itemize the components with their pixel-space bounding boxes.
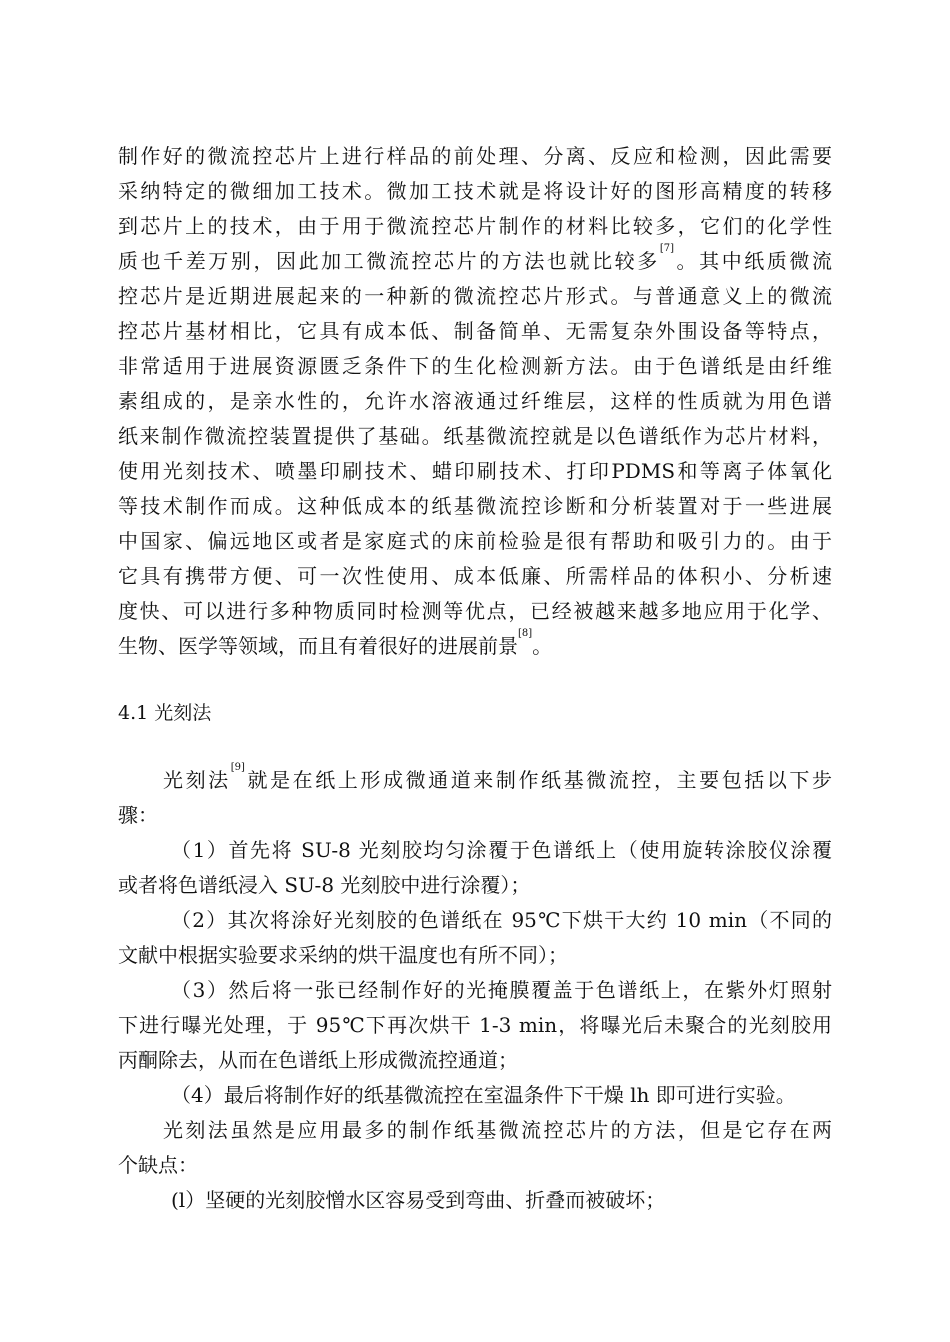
text-run: 生物、医学等领域，而且有着很好的进展前景 [118,634,518,658]
section-heading: 4.1 光刻法 [118,702,212,724]
step-line: （1）首先将 SU-8 光刻胶均匀涂覆于色谱纸上（使用旋转涂胶仪涂覆 [171,838,832,862]
step-line: 文献中根据实验要求采纳的烘干温度也有所不同）； [118,943,568,967]
step-line: 丙酮除去，从而在色谱纸上形成微流控通道； [118,1048,518,1072]
text-run: 光刻法 [163,768,231,792]
citation-ref: [9] [230,762,245,773]
paragraph-line: 光刻法虽然是应用最多的制作纸基微流控芯片的方法，但是它存在两 [163,1118,832,1142]
paragraph-line: 使用光刻技术、喷墨印刷技术、蜡印刷技术、打印PDMS和等离子体氧化 [118,459,832,483]
paragraph-line: 骤： [118,803,158,827]
paragraph-line [118,243,833,276]
step-line: （2）其次将涂好光刻胶的色谱纸在 95℃下烘干大约 10 min（不同的 [171,908,832,932]
step-line: 或者将色谱纸浸入 SU-8 光刻胶中进行涂覆）； [118,873,531,897]
paragraph-line: 控芯片是近期进展起来的一种新的微流控芯片形式。与普通意义上的微流 [118,284,832,308]
paragraph-line: 中国家、偏远地区或者是家庭式的床前检验是很有帮助和吸引力的。由于 [118,529,832,553]
paragraph-line: 个缺点： [118,1153,198,1177]
paragraph-line: 制作好的微流控芯片上进行样品的前处理、分离、反应和检测，因此需要 [118,144,832,168]
paragraph-line [163,762,833,795]
paragraph-line [118,628,553,661]
text-run: 质也千差万别，因此加工微流控芯片的方法也就比较多 [118,249,660,273]
paragraph-line: 度快、可以进行多种物质同时检测等优点，已经被越来越多地应用于化学、 [118,599,832,623]
list-item: (l）坚硬的光刻胶憎水区容易受到弯曲、折叠而被破坏； [171,1188,666,1212]
citation-ref: [7] [659,243,674,254]
paragraph-line: 素组成的，是亲水性的，允许水溶液通过纤维层，这样的性质就为用色谱 [118,389,832,413]
paragraph-line: 采纳特定的微细加工技术。微加工技术就是将设计好的图形高精度的转移 [118,179,832,203]
paragraph-line: 到芯片上的技术，由于用于微流控芯片制作的材料比较多，它们的化学性 [118,214,832,238]
paragraph-line: 纸来制作微流控装置提供了基础。纸基微流控就是以色谱纸作为芯片材料， [118,424,832,448]
text-run: 。其中纸质微流 [673,249,833,273]
step-line: （3）然后将一张已经制作好的光掩膜覆盖于色谱纸上，在紫外灯照射 [171,978,832,1002]
text-run: 。 [532,634,553,658]
paragraph-line: 等技术制作而成。这种低成本的纸基微流控诊断和分析装置对于一些进展 [118,494,832,518]
paragraph-line: 控芯片基材相比，它具有成本低、制备简单、无需复杂外围设备等特点， [118,319,832,343]
paragraph-line: 非常适用于进展资源匮乏条件下的生化检测新方法。由于色谱纸是由纤维 [118,354,832,378]
step-line: 下进行曝光处理，于 95℃下再次烘干 1-3 min，将曝光后未聚合的光刻胶用 [118,1013,832,1037]
text-run: 就是在纸上形成微通道来制作纸基微流控，主要包括以下步 [244,768,833,792]
citation-ref: [8] [518,628,533,639]
paragraph-line: 它具有携带方便、可一次性使用、成本低廉、所需样品的体积小、分析速 [118,564,832,588]
step-line: （4）最后将制作好的纸基微流控在室温条件下干燥 lh 即可进行实验。 [171,1083,796,1107]
